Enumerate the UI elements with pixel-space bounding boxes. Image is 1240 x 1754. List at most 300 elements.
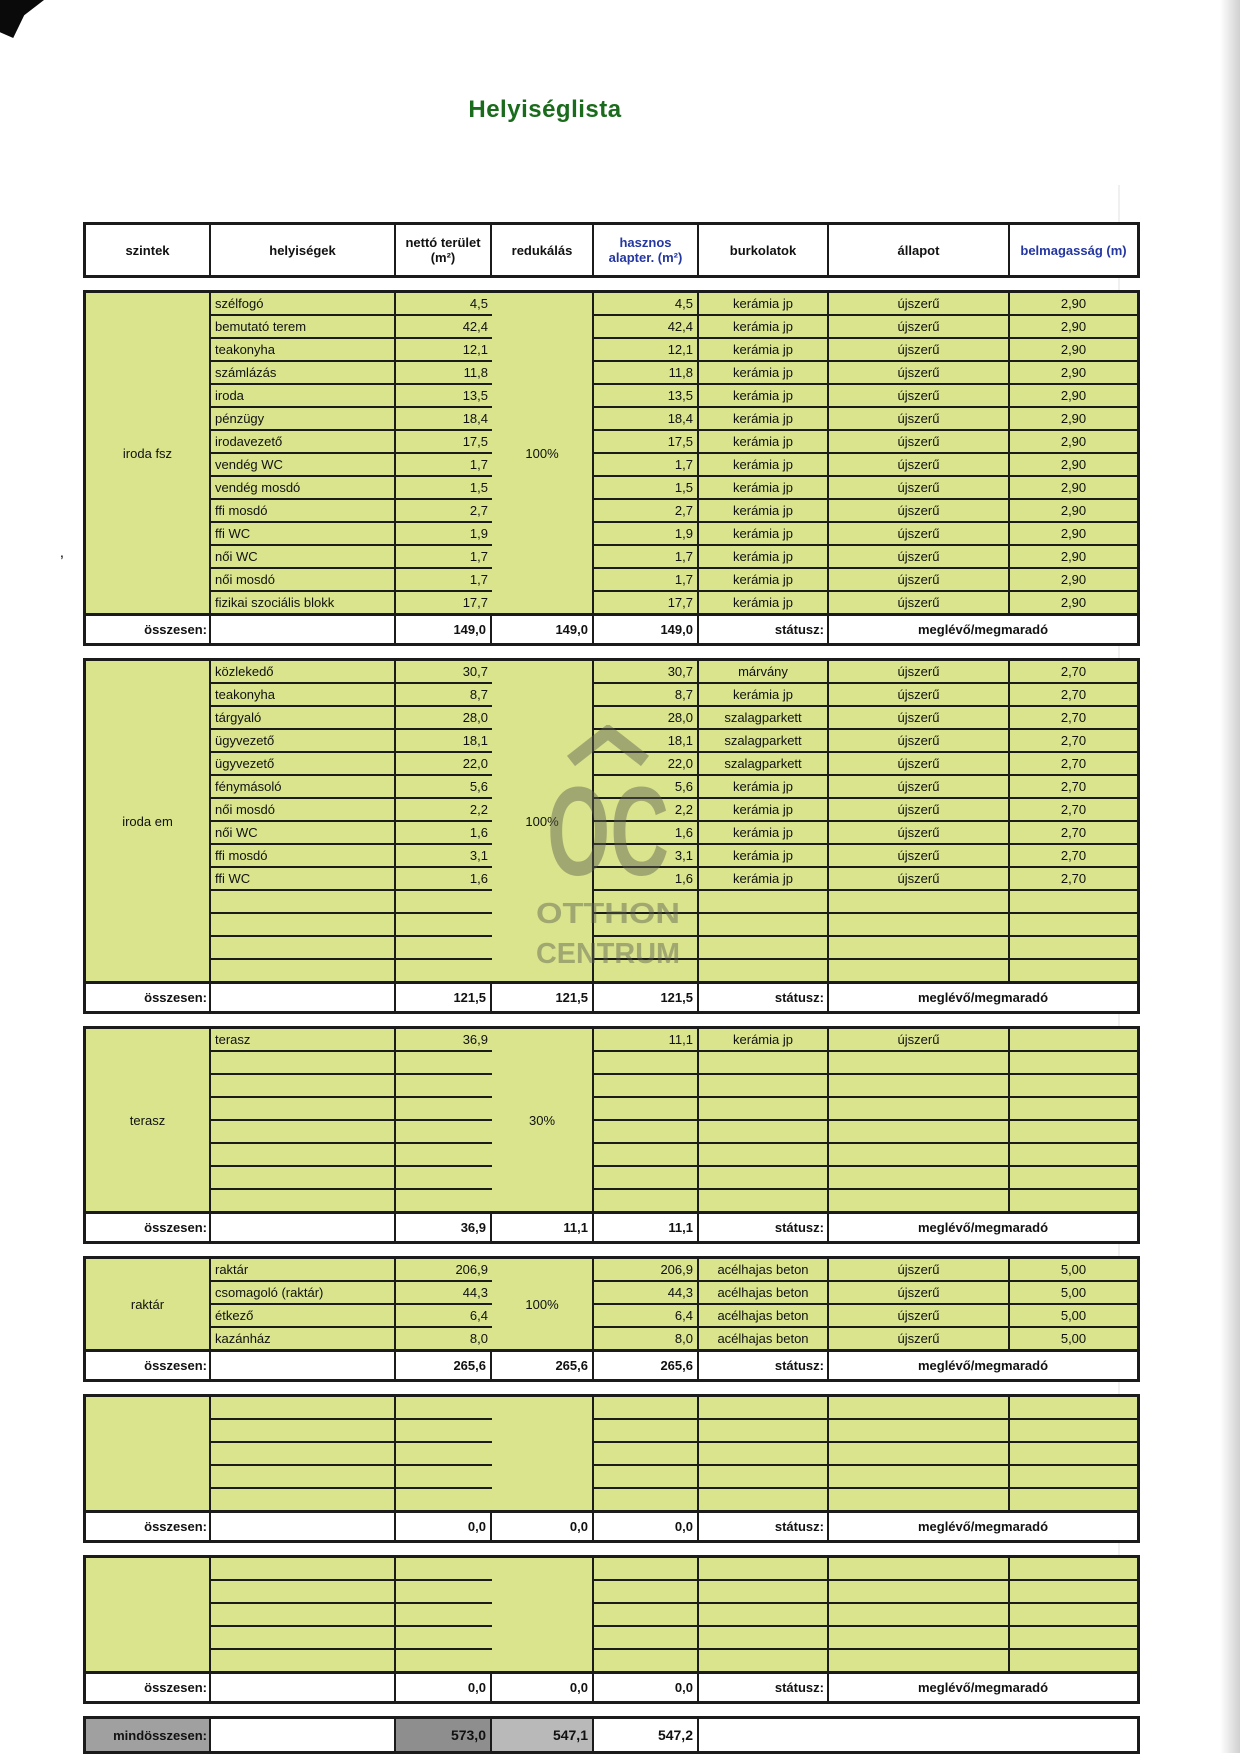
room-row-details (594, 937, 1137, 960)
useful-area-value: 11,1 (594, 1029, 699, 1050)
useful-area-value: 1,6 (594, 868, 699, 889)
room-name (211, 937, 396, 958)
net-area-value (396, 1167, 492, 1188)
room-row-details (594, 1397, 1137, 1420)
condition-value (829, 914, 1010, 935)
useful-area-value (594, 1190, 699, 1211)
room-name: szélfogó (211, 293, 396, 314)
section-total-label: összesen: (86, 1674, 211, 1701)
level-label (86, 1397, 211, 1510)
ceiling-height-value: 2,70 (1060, 825, 1087, 840)
section-total-row (86, 981, 1137, 1011)
condition-value (829, 1052, 1010, 1073)
level-section-empty-5 (83, 1555, 1140, 1704)
room-name (211, 1190, 396, 1211)
flooring-value: kerámia jp (699, 293, 829, 314)
section-total-net-area: 121,5 (396, 984, 492, 1011)
table-sections (83, 290, 1140, 1704)
room-row (211, 1305, 492, 1328)
useful-area-value: 1,9 (594, 523, 699, 544)
room-row (211, 776, 492, 799)
flooring-value (699, 1190, 829, 1211)
net-area-value: 6,4 (469, 1308, 488, 1323)
room-row-details (594, 293, 1137, 316)
room-name: vendég mosdó (211, 477, 396, 498)
net-area-value: 4,5 (469, 296, 488, 311)
room-row-details (594, 523, 1137, 546)
condition-value: újszerű (829, 592, 1010, 613)
ceiling-height-value (1010, 1489, 1137, 1510)
condition-value (829, 937, 1010, 958)
net-area-value: 13,5 (462, 388, 488, 403)
room-row (211, 523, 492, 546)
room-name (211, 1420, 396, 1441)
room-name (211, 1466, 396, 1487)
section-total-net-area: 265,6 (396, 1352, 492, 1379)
condition-value: újszerű (829, 684, 1010, 705)
room-name (211, 960, 396, 981)
useful-area-value: 1,7 (594, 569, 699, 590)
room-row-details (594, 684, 1137, 707)
useful-area-value: 44,3 (594, 1282, 699, 1303)
useful-area-value (594, 1121, 699, 1142)
flooring-value (699, 937, 829, 958)
condition-value: újszerű (829, 408, 1010, 429)
page-title: Helyiséglista (468, 96, 622, 123)
room-row-details (594, 1489, 1137, 1510)
net-area-value (396, 1098, 492, 1119)
useful-area-value: 8,7 (594, 684, 699, 705)
ceiling-height-value (1010, 1558, 1137, 1579)
condition-value: újszerű (829, 362, 1010, 383)
ceiling-height-value: 2,70 (1060, 733, 1087, 748)
room-row (211, 684, 492, 707)
flooring-value: kerámia jp (699, 339, 829, 360)
level-label: iroda fsz (86, 293, 211, 613)
useful-area-value (594, 891, 699, 912)
section-total-label: összesen: (86, 1214, 211, 1241)
room-row-details (594, 592, 1137, 613)
net-area-value: 42,4 (462, 319, 488, 334)
section-total-label: összesen: (86, 1352, 211, 1379)
level-section-raktár (83, 1256, 1140, 1382)
flooring-value (699, 1604, 829, 1625)
room-row-details (594, 1282, 1137, 1305)
room-name (211, 1604, 396, 1625)
net-area-value: 206,9 (455, 1262, 488, 1277)
ceiling-height-value: 5,00 (1060, 1285, 1087, 1300)
room-row (211, 1581, 492, 1604)
flooring-value: kerámia jp (699, 1029, 829, 1050)
ceiling-height-value: 2,90 (1060, 411, 1087, 426)
flooring-value (699, 960, 829, 981)
flooring-value (699, 1052, 829, 1073)
room-name: számlázás (211, 362, 396, 383)
section-total-label: összesen: (86, 616, 211, 643)
flooring-value: acélhajas beton (699, 1282, 829, 1303)
ceiling-height-value: 2,90 (1060, 503, 1087, 518)
room-row (211, 753, 492, 776)
ceiling-height-value (1010, 937, 1137, 958)
room-row (211, 960, 492, 981)
room-row-details (594, 1420, 1137, 1443)
room-row-details (594, 799, 1137, 822)
net-area-value: 1,5 (469, 480, 488, 495)
flooring-value: kerámia jp (699, 546, 829, 567)
useful-area-value (594, 1397, 699, 1418)
condition-value: újszerű (829, 1029, 1010, 1050)
room-name: ffi WC (211, 523, 396, 544)
room-row (211, 1420, 492, 1443)
room-row-details (594, 385, 1137, 408)
room-name: ffi mosdó (211, 500, 396, 521)
room-name (211, 1121, 396, 1142)
reduction-value: 100% (492, 1259, 594, 1349)
condition-value (829, 891, 1010, 912)
net-area-value: 17,7 (462, 595, 488, 610)
net-area-value (396, 937, 492, 958)
section-total-label: összesen: (86, 984, 211, 1011)
ceiling-height-value: 2,70 (1060, 802, 1087, 817)
reduction-value: 30% (492, 1029, 594, 1211)
room-row-details (594, 1075, 1137, 1098)
room-row-details (594, 776, 1137, 799)
useful-area-value: 18,1 (594, 730, 699, 751)
flooring-value: kerámia jp (699, 592, 829, 613)
room-row-details (594, 362, 1137, 385)
condition-value (829, 1581, 1010, 1602)
condition-value (829, 1098, 1010, 1119)
condition-value (829, 1167, 1010, 1188)
flooring-value: acélhajas beton (699, 1305, 829, 1326)
status-label: státusz: (699, 1513, 829, 1540)
status-value: meglévő/megmaradó (917, 1680, 1049, 1695)
net-area-value: 28,0 (462, 710, 488, 725)
room-name (211, 1144, 396, 1165)
section-total-net-area: 0,0 (396, 1513, 492, 1540)
useful-area-value (594, 1075, 699, 1096)
flooring-value: szalagparkett (699, 730, 829, 751)
ceiling-height-value (1010, 1052, 1137, 1073)
level-section-iroda-em (83, 658, 1140, 1014)
flooring-value: kerámia jp (699, 408, 829, 429)
net-area-value (396, 891, 492, 912)
useful-area-value (594, 1144, 699, 1165)
useful-area-value: 13,5 (594, 385, 699, 406)
section-total-useful-area: 0,0 (594, 1513, 699, 1540)
room-row (211, 1627, 492, 1650)
room-name: női mosdó (211, 569, 396, 590)
ceiling-height-value (1010, 1075, 1137, 1096)
room-row-details (594, 1581, 1137, 1604)
net-area-value: 8,0 (469, 1331, 488, 1346)
room-row (211, 1328, 492, 1349)
useful-area-value: 11,8 (594, 362, 699, 383)
room-row (211, 868, 492, 891)
room-row (211, 1397, 492, 1420)
net-area-value (396, 1190, 492, 1211)
flooring-value (699, 1466, 829, 1487)
grand-total-label: mindösszesen: (86, 1719, 211, 1751)
ceiling-height-value: 2,70 (1060, 756, 1087, 771)
room-row-details (594, 1190, 1137, 1211)
flooring-value: kerámia jp (699, 684, 829, 705)
useful-area-value: 1,5 (594, 477, 699, 498)
section-total-row (86, 613, 1137, 643)
room-name: raktár (211, 1259, 396, 1280)
flooring-value (699, 1581, 829, 1602)
header-ceiling-height: belmagasság (m) (1020, 242, 1127, 258)
room-row (211, 891, 492, 914)
room-row-details (594, 1144, 1137, 1167)
room-name: teakonyha (211, 339, 396, 360)
useful-area-value: 8,0 (594, 1328, 699, 1349)
net-area-value: 17,5 (462, 434, 488, 449)
section-total-reduced-area: 121,5 (492, 984, 594, 1011)
ceiling-height-value (1010, 1144, 1137, 1165)
flooring-value (699, 1650, 829, 1671)
room-name (211, 1581, 396, 1602)
condition-value: újszerű (829, 753, 1010, 774)
condition-value: újszerű (829, 523, 1010, 544)
ceiling-height-value (1010, 1650, 1137, 1671)
room-name: ffi mosdó (211, 845, 396, 866)
header-levels: szintek (86, 225, 211, 275)
condition-value: újszerű (829, 385, 1010, 406)
section-total-useful-area: 265,6 (594, 1352, 699, 1379)
condition-value: újszerű (829, 845, 1010, 866)
room-name (211, 914, 396, 935)
flooring-value (699, 1167, 829, 1188)
section-total-net-area: 0,0 (396, 1674, 492, 1701)
room-row-details (594, 1305, 1137, 1328)
ceiling-height-value (1010, 1604, 1137, 1625)
net-area-value (396, 1581, 492, 1602)
section-total-spacer (211, 1352, 396, 1379)
room-name (211, 1397, 396, 1418)
useful-area-value: 22,0 (594, 753, 699, 774)
ceiling-height-value: 5,00 (1060, 1331, 1087, 1346)
section-total-label: összesen: (86, 1513, 211, 1540)
flooring-value (699, 891, 829, 912)
room-row-details (594, 661, 1137, 684)
room-row (211, 1650, 492, 1671)
room-name: bemutató terem (211, 316, 396, 337)
section-total-useful-area: 121,5 (594, 984, 699, 1011)
ceiling-height-value: 2,90 (1060, 595, 1087, 610)
room-row-details (594, 546, 1137, 569)
net-area-value: 11,8 (463, 365, 488, 380)
net-area-value (396, 1052, 492, 1073)
status-label: státusz: (699, 1674, 829, 1701)
room-row-details (594, 822, 1137, 845)
useful-area-value (594, 1052, 699, 1073)
net-area-value (396, 960, 492, 981)
level-label: iroda em (86, 661, 211, 981)
net-area-value: 30,7 (462, 664, 488, 679)
room-row-details (594, 1259, 1137, 1282)
room-row-details (594, 868, 1137, 891)
section-total-spacer (211, 984, 396, 1011)
ceiling-height-value: 2,70 (1060, 710, 1087, 725)
condition-value: újszerű (829, 730, 1010, 751)
watermark-monogram: OC (547, 761, 669, 902)
flooring-value (699, 1397, 829, 1418)
net-area-value (396, 1121, 492, 1142)
room-row (211, 1190, 492, 1211)
room-name: csomagoló (raktár) (211, 1282, 396, 1303)
ceiling-height-value: 2,90 (1060, 457, 1087, 472)
ceiling-height-value: 2,70 (1060, 687, 1087, 702)
ceiling-height-value: 2,90 (1060, 342, 1087, 357)
ceiling-height-value: 2,90 (1060, 365, 1087, 380)
useful-area-value (594, 1650, 699, 1671)
condition-value: újszerű (829, 316, 1010, 337)
net-area-value (396, 1443, 492, 1464)
useful-area-value: 2,2 (594, 799, 699, 820)
useful-area-value (594, 1098, 699, 1119)
room-row-details (594, 1443, 1137, 1466)
room-name (211, 1052, 396, 1073)
room-name (211, 1075, 396, 1096)
net-area-value (396, 914, 492, 935)
ceiling-height-value (1010, 1443, 1137, 1464)
scan-edge-shadow (1220, 0, 1240, 1753)
ceiling-height-value: 2,90 (1060, 296, 1087, 311)
condition-value: újszerű (829, 569, 1010, 590)
useful-area-value: 18,4 (594, 408, 699, 429)
condition-value: újszerű (829, 1259, 1010, 1280)
reduction-value: 100% (492, 293, 594, 613)
condition-value (829, 1144, 1010, 1165)
room-row-details (594, 960, 1137, 981)
section-total-net-area: 36,9 (396, 1214, 492, 1241)
flooring-value: kerámia jp (699, 316, 829, 337)
net-area-value (396, 1144, 492, 1165)
room-row (211, 431, 492, 454)
room-row (211, 1604, 492, 1627)
condition-value (829, 1558, 1010, 1579)
useful-area-value (594, 1420, 699, 1441)
level-label: terasz (86, 1029, 211, 1211)
useful-area-value: 6,4 (594, 1305, 699, 1326)
condition-value: újszerű (829, 500, 1010, 521)
section-total-reduced-area: 0,0 (492, 1674, 594, 1701)
room-row-details (594, 477, 1137, 500)
room-name: ffi WC (211, 868, 396, 889)
condition-value (829, 1627, 1010, 1648)
watermark-line2: CENTRUM (536, 938, 680, 970)
useful-area-value: 3,1 (594, 845, 699, 866)
useful-area-value: 1,6 (594, 822, 699, 843)
room-name (211, 1489, 396, 1510)
condition-value: újszerű (829, 546, 1010, 567)
room-row (211, 1075, 492, 1098)
ceiling-height-value (1010, 1466, 1137, 1487)
condition-value (829, 1443, 1010, 1464)
room-row (211, 316, 492, 339)
room-row (211, 1098, 492, 1121)
flooring-value (699, 1098, 829, 1119)
net-area-value (396, 1420, 492, 1441)
condition-value: újszerű (829, 776, 1010, 797)
section-total-spacer (211, 1214, 396, 1241)
room-row (211, 937, 492, 960)
ceiling-height-value: 2,70 (1060, 848, 1087, 863)
room-name (211, 1167, 396, 1188)
grand-reduced-area: 547,1 (492, 1719, 594, 1751)
useful-area-value: 1,7 (594, 546, 699, 567)
flooring-value: kerámia jp (699, 431, 829, 452)
status-label: státusz: (699, 1214, 829, 1241)
room-row-details (594, 1121, 1137, 1144)
room-row (211, 1167, 492, 1190)
net-area-value: 1,7 (469, 572, 488, 587)
room-name: fénymásoló (211, 776, 396, 797)
flooring-value: kerámia jp (699, 776, 829, 797)
room-row (211, 1052, 492, 1075)
condition-value (829, 1650, 1010, 1671)
room-row (211, 845, 492, 868)
ceiling-height-value (1010, 1029, 1137, 1050)
ceiling-height-value: 2,90 (1060, 526, 1087, 541)
watermark-line1: OTTHON (536, 898, 680, 930)
room-row-details (594, 1604, 1137, 1627)
room-row-details (594, 914, 1137, 937)
room-row-details (594, 316, 1137, 339)
room-name: ügyvezető (211, 753, 396, 774)
room-name: tárgyaló (211, 707, 396, 728)
flooring-value (699, 1558, 829, 1579)
room-row-details (594, 1466, 1137, 1489)
useful-area-value: 17,5 (594, 431, 699, 452)
flooring-value: márvány (699, 661, 829, 682)
useful-area-value: 17,7 (594, 592, 699, 613)
room-row (211, 1121, 492, 1144)
section-total-spacer (211, 1674, 396, 1701)
ceiling-height-value (1010, 1627, 1137, 1648)
useful-area-value (594, 1167, 699, 1188)
net-area-value: 18,4 (462, 411, 488, 426)
flooring-value: kerámia jp (699, 477, 829, 498)
room-row-details (594, 500, 1137, 523)
room-row (211, 1466, 492, 1489)
net-area-value: 22,0 (462, 756, 488, 771)
status-value: meglévő/megmaradó (917, 990, 1049, 1005)
room-list-table (83, 222, 1140, 1754)
useful-area-value (594, 914, 699, 935)
ceiling-height-value (1010, 960, 1137, 981)
grand-total-spacer (211, 1719, 396, 1751)
room-row (211, 546, 492, 569)
room-row-details (594, 339, 1137, 362)
room-row-details (594, 1627, 1137, 1650)
header-flooring: burkolatok (699, 225, 829, 275)
grand-net-area: 573,0 (396, 1719, 492, 1751)
room-row (211, 1558, 492, 1581)
useful-area-value: 4,5 (594, 293, 699, 314)
useful-area-value (594, 1558, 699, 1579)
room-row (211, 408, 492, 431)
useful-area-value (594, 1627, 699, 1648)
useful-area-value (594, 937, 699, 958)
room-row-details (594, 730, 1137, 753)
useful-area-value (594, 1604, 699, 1625)
room-row-details (594, 1558, 1137, 1581)
section-total-reduced-area: 0,0 (492, 1513, 594, 1540)
room-row (211, 661, 492, 684)
condition-value (829, 1420, 1010, 1441)
